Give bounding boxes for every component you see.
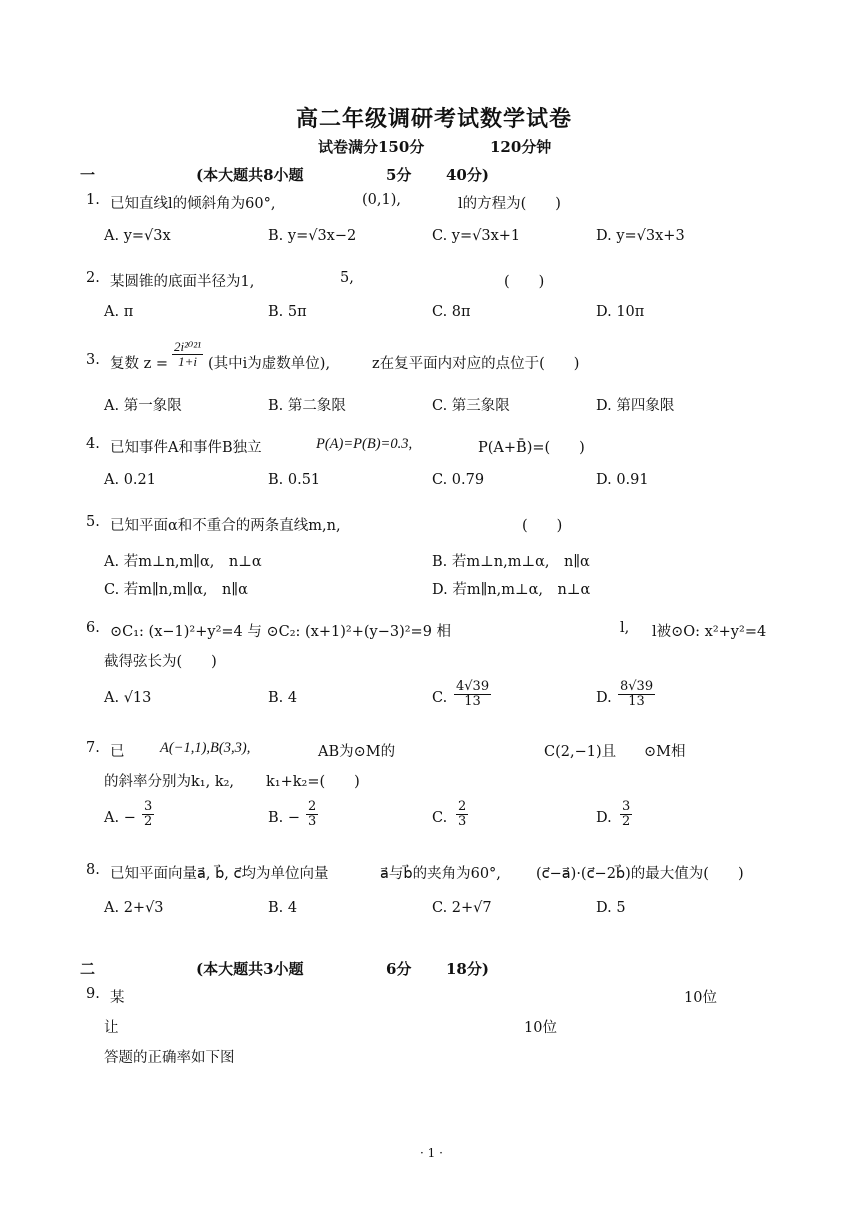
q9-text-a: 某 bbox=[110, 990, 125, 1006]
q6-option-c-label: C. bbox=[432, 690, 448, 706]
q3-text-c: z在复平面内对应的点位于( ) bbox=[372, 356, 580, 372]
q2-option-d: D. 10π bbox=[596, 304, 645, 320]
q6-option-c-numerator: 4√39 bbox=[456, 679, 490, 694]
q7-text-f: 的斜率分别为k₁, k₂, bbox=[104, 774, 235, 790]
q6-option-a: A. √13 bbox=[104, 690, 152, 706]
q5-option-c: C. 若m∥n,m∥α, n∥α bbox=[104, 582, 248, 598]
q1-option-b: B. y=√3x−2 bbox=[268, 228, 357, 244]
q3-fraction-denominator: 1+i bbox=[178, 354, 197, 370]
page-number: · 1 · bbox=[420, 1146, 443, 1160]
q8-text-b: a⃗与b⃗的夹角为60°, bbox=[380, 866, 501, 882]
q6-text-b: l, bbox=[620, 620, 630, 636]
q7-option-a-label: A. − bbox=[104, 810, 136, 826]
q1-option-a: A. y=√3x bbox=[104, 228, 171, 244]
q7-option-a-fraction bbox=[142, 800, 154, 830]
q6-option-d-label: D. bbox=[596, 690, 612, 706]
q9-text-e: 答题的正确率如下图 bbox=[104, 1050, 235, 1066]
q2-text-a: 某圆锥的底面半径为1, bbox=[110, 274, 255, 290]
q3-suffix: (其中i为虚数单位), bbox=[208, 356, 331, 372]
q7-option-c-numerator: 2 bbox=[458, 799, 467, 814]
q8-option-c: C. 2+√7 bbox=[432, 900, 492, 916]
q1-text-a: 已知直线l的倾斜角为60°, bbox=[110, 196, 276, 212]
q2-number: 2. bbox=[86, 270, 100, 286]
q3-option-c: C. 第三象限 bbox=[432, 398, 510, 414]
q5-text-a: 已知平面α和不重合的两条直线m,n, bbox=[110, 518, 341, 534]
q5-option-b: B. 若m⊥n,m⊥α, n∥α bbox=[432, 554, 590, 570]
q4-option-b: B. 0.51 bbox=[268, 472, 321, 488]
q4-option-c: C. 0.79 bbox=[432, 472, 485, 488]
q2-text-c: ( ) bbox=[504, 274, 545, 290]
q7-text-d: C(2,−1)且 bbox=[544, 744, 617, 760]
q7-option-d-fraction bbox=[620, 800, 632, 830]
q7-option-b-label: B. − bbox=[268, 810, 301, 826]
q4-text-b: P(A)=P(B)=0.3, bbox=[316, 436, 413, 452]
q8-option-a: A. 2+√3 bbox=[104, 900, 164, 916]
section-2-points: 6分 bbox=[386, 960, 412, 978]
q6-option-b: B. 4 bbox=[268, 690, 298, 706]
q3-prefix: 复数 z = bbox=[110, 356, 169, 372]
q7-text-c: AB为⊙M的 bbox=[318, 744, 396, 760]
q7-option-c-denominator: 3 bbox=[458, 814, 467, 830]
q4-text-c: P(A+B̄)=( ) bbox=[478, 440, 585, 456]
q3-fraction-numerator: 2i²⁰²¹ bbox=[174, 339, 202, 354]
q7-option-b-numerator: 2 bbox=[308, 799, 317, 814]
q5-text-c: ( ) bbox=[522, 518, 563, 534]
q6-option-c-fraction bbox=[454, 680, 491, 710]
q6-text-a: ⊙C₁: (x−1)²+y²=4 与 ⊙C₂: (x+1)²+(y−3)²=9 相 bbox=[110, 624, 452, 640]
q4-number: 4. bbox=[86, 436, 100, 452]
q7-text-e: ⊙M相 bbox=[644, 744, 686, 760]
q8-text-c: (c⃗−a⃗)·(c⃗−2b⃗)的最大值为( ) bbox=[536, 866, 744, 882]
q5-number: 5. bbox=[86, 514, 100, 530]
q5-option-a: A. 若m⊥n,m∥α, n⊥α bbox=[104, 554, 262, 570]
q7-option-b-fraction bbox=[306, 800, 318, 830]
q4-option-a: A. 0.21 bbox=[104, 472, 156, 488]
q2-option-b: B. 5π bbox=[268, 304, 307, 320]
q6-number: 6. bbox=[86, 620, 100, 636]
section-1-points: 5分 bbox=[386, 166, 412, 184]
q4-option-d: D. 0.91 bbox=[596, 472, 649, 488]
q7-option-c-label: C. bbox=[432, 810, 448, 826]
section-2-number: 二 bbox=[80, 960, 96, 978]
q8-text-a: 已知平面向量a⃗, b⃗, c⃗均为单位向量 bbox=[110, 866, 329, 882]
q9-text-b: 10位 bbox=[684, 990, 717, 1006]
q2-option-c: C. 8π bbox=[432, 304, 471, 320]
q7-option-d-denominator: 2 bbox=[622, 814, 631, 830]
q4-text-a: 已知事件A和事件B独立 bbox=[110, 440, 262, 456]
q1-text-c: l的方程为( ) bbox=[458, 196, 561, 212]
q3-option-d: D. 第四象限 bbox=[596, 398, 675, 414]
q1-number: 1. bbox=[86, 192, 100, 208]
q7-option-d-label: D. bbox=[596, 810, 612, 826]
q9-text-d: 10位 bbox=[524, 1020, 557, 1036]
q1-option-c: C. y=√3x+1 bbox=[432, 228, 521, 244]
q3-option-a: A. 第一象限 bbox=[104, 398, 182, 414]
page-title: 高二年级调研考试数学试卷 bbox=[296, 106, 573, 132]
q7-text-g: k₁+k₂=( ) bbox=[266, 774, 360, 790]
section-1-info: (本大题共8小题 bbox=[196, 166, 304, 184]
q6-text-c: l被⊙O: x²+y²=4 bbox=[652, 624, 767, 640]
q2-text-b: 5, bbox=[340, 270, 354, 286]
q3-option-b: B. 第二象限 bbox=[268, 398, 346, 414]
q8-option-d: D. 5 bbox=[596, 900, 626, 916]
q3-number: 3. bbox=[86, 352, 100, 368]
time-info: 120分钟 bbox=[490, 138, 552, 156]
q1-option-d: D. y=√3x+3 bbox=[596, 228, 685, 244]
q7-number: 7. bbox=[86, 740, 100, 756]
q6-option-d-denominator: 13 bbox=[628, 694, 645, 710]
q7-option-a-numerator: 3 bbox=[144, 799, 153, 814]
q6-text-d: 截得弦长为( ) bbox=[104, 654, 217, 670]
q5-option-d: D. 若m∥n,m⊥α, n⊥α bbox=[432, 582, 591, 598]
section-2-info: (本大题共3小题 bbox=[196, 960, 304, 978]
q3-fraction bbox=[172, 340, 203, 370]
q2-option-a: A. π bbox=[104, 304, 134, 320]
section-2-total: 18分) bbox=[446, 960, 489, 978]
section-1-number: 一 bbox=[80, 166, 96, 184]
q7-option-c-fraction bbox=[456, 800, 468, 830]
q1-text-b: (0,1), bbox=[362, 192, 401, 208]
q6-option-d-fraction bbox=[618, 680, 655, 710]
q7-text-a: 已 bbox=[110, 744, 125, 760]
q8-number: 8. bbox=[86, 862, 100, 878]
q7-text-b: A(−1,1),B(3,3), bbox=[160, 740, 251, 756]
q6-option-c-denominator: 13 bbox=[464, 694, 481, 710]
q8-option-b: B. 4 bbox=[268, 900, 298, 916]
score-info: 试卷满分150分 bbox=[318, 138, 425, 156]
q9-number: 9. bbox=[86, 986, 100, 1002]
q7-option-b-denominator: 3 bbox=[308, 814, 317, 830]
q7-option-a-denominator: 2 bbox=[144, 814, 153, 830]
section-1-total: 40分) bbox=[446, 166, 489, 184]
q6-option-d-numerator: 8√39 bbox=[620, 679, 654, 694]
q9-text-c: 让 bbox=[104, 1020, 119, 1036]
q7-option-d-numerator: 3 bbox=[622, 799, 631, 814]
